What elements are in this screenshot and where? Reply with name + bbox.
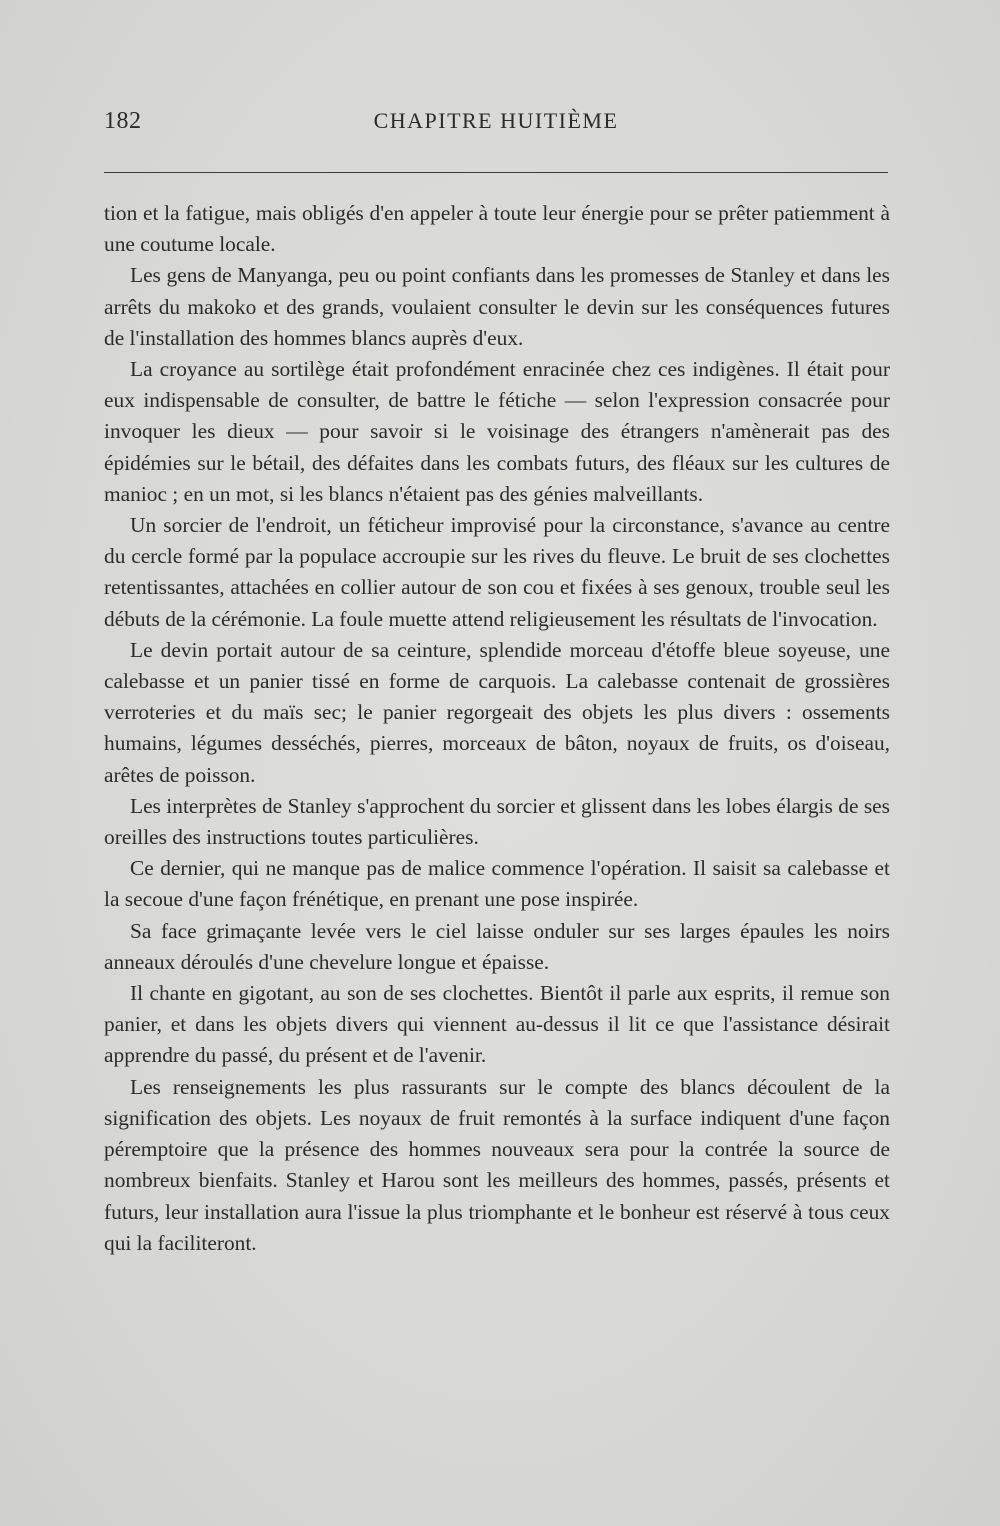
paragraph: Le devin portait autour de sa ceinture, splendide morceau d'étoffe bleue soyeuse, une calebasse et un panier tissé en forme de carquois. La calebasse contenait de grossières verroteries et du maïs sec; le panier regorgeait des objets les plus divers : ossements humains, légumes desséchés, pierres, morceaux de bâton, noyaux de fruits, os d'oiseau, arêtes de poisson. [104, 637, 890, 787]
paragraph: Les gens de Manyanga, peu ou point confiants dans les promesses de Stanley et dans les arrêts du makoko et des grands, voulaient consulter le devin sur les conséquences futures de l'installation des hommes blancs auprès d'eux. [104, 263, 890, 350]
body-text [104, 198, 890, 1259]
paragraph: Les renseignements les plus rassurants sur le compte des blancs découlent de la signification des objets. Les noyaux de fruit remontés à la surface indiquent d'une façon péremptoire que la présence des hommes nouveaux sera pour la contrée la source de nombreux bienfaits. Stanley et Harou sont les meilleurs des hommes, passés, présents et futurs, leur installation aura l'issue la plus triomphante et le bonheur est réservé à tous ceux qui la faciliteront. [104, 1074, 890, 1255]
paragraph: Il chante en gigotant, au son de ses clochettes. Bientôt il parle aux esprits, il remue son panier, et dans les objets divers qui viennent au-dessus il lit ce que l'assistance désirait apprendre du passé, du présent et de l'avenir. [104, 981, 890, 1068]
page-number: 182 [104, 108, 142, 134]
paragraph: Ce dernier, qui ne manque pas de malice commence l'opération. Il saisit sa calebasse et la secoue d'une façon frénétique, en prenant une pose inspirée. [104, 856, 890, 912]
paragraph: La croyance au sortilège était profondément enracinée chez ces indigènes. Il était pour eux indispensable de consulter, de battre le fétiche — selon l'expression consacrée pour invoquer les dieux — pour savoir si le voisinage des étrangers n'amènerait pas des épidémies sur le bétail, des défaites dans les combats futurs, des fléaux sur les cultures de manioc ; en un mot, si les blancs n'étaient pas des génies malveillants. [104, 357, 890, 506]
paragraph: Les interprètes de Stanley s'approchent du sorcier et glissent dans les lobes élargis de ses oreilles des instructions toutes particulières. [104, 793, 890, 850]
paragraph: Un sorcier de l'endroit, un féticheur improvisé pour la circonstance, s'avance au centre du cercle formé par la populace accroupie sur les rives du fleuve. Le bruit de ses clochettes retentissantes, attachées en collier autour de son cou et fixées à ses genoux, trouble seul les débuts de la cérémonie. La foule muette attend religieusement les résultats de l'invocation. [104, 513, 890, 631]
running-head [104, 108, 888, 144]
paragraph: Sa face grimaçante levée vers le ciel laisse onduler sur ses larges épaules les noirs anneaux déroulés d'une chevelure longue et épaisse. [104, 918, 890, 974]
header-rule [104, 172, 888, 173]
paragraph: tion et la fatigue, mais obligés d'en appeler à toute leur énergie pour se prêter patiemment à une coutume locale. [104, 201, 890, 257]
chapter-title: CHAPITRE HUITIÈME [373, 108, 619, 133]
